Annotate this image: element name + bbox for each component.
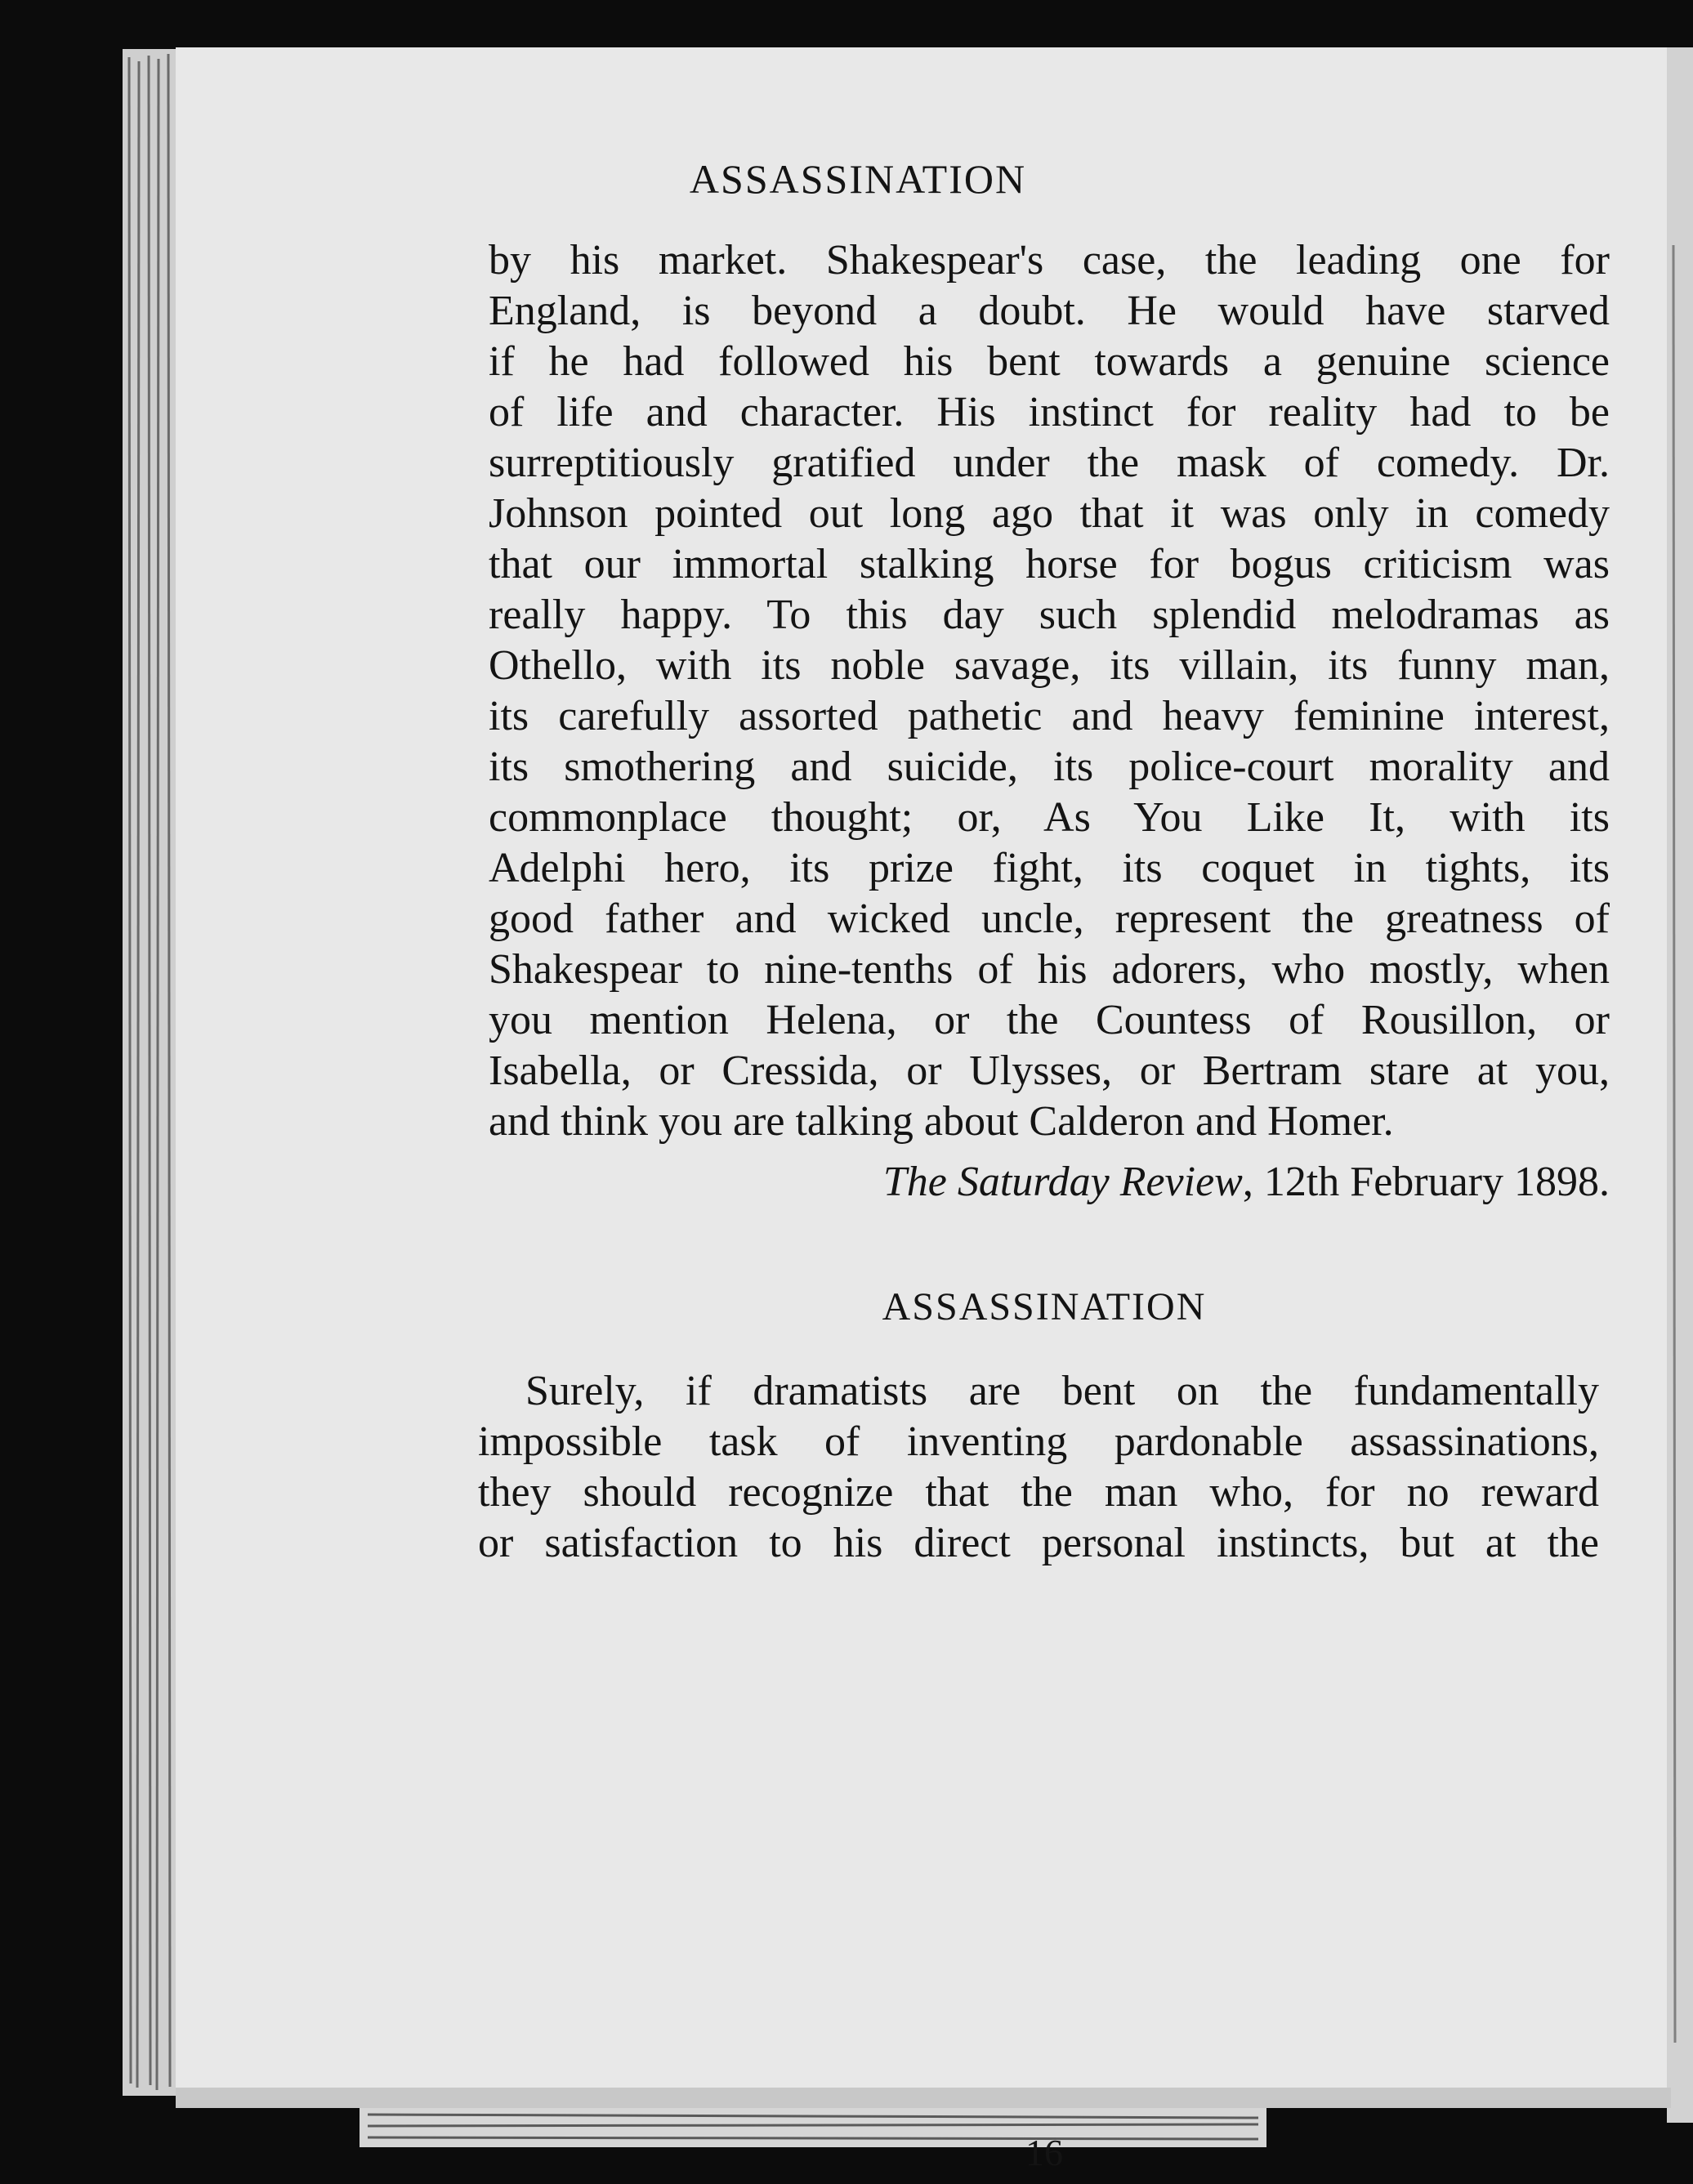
text-line: Adelphi hero, its prize fight, its coquet in tights, its [489,845,1610,891]
citation-date: , 12th February 1898. [1242,1159,1610,1205]
page-number: 16 [1025,2132,1063,2173]
section-paragraph [478,1366,1599,1569]
text-line: Johnson pointed out long ago that it was only in comedy [489,490,1610,537]
running-head: ASSASSINATION [689,156,1027,202]
text-line: Othello, with its noble savage, its villain, its funny man, [489,642,1610,689]
text-line: Surely, if dramatists are bent on the fundamentally [525,1368,1599,1414]
text-line: they should recognize that the man who, for no reward [478,1469,1599,1516]
section-heading: ASSASSINATION [882,1285,1207,1329]
text-line: you mention Helena, or the Countess of Rousillon, or [489,997,1610,1043]
text-line: Isabella, or Cressida, or Ulysses, or Bertram stare at you, [489,1047,1610,1094]
text-line: or satisfaction to his direct personal instincts, but at the [478,1520,1599,1566]
text-line: commonplace thought; or, As You Like It, with its [489,794,1610,841]
continued-paragraph [489,235,1610,1147]
text-line: surreptitiously gratified under the mask of comedy. Dr. [489,440,1610,486]
text-line: England, is beyond a doubt. He would have starved [489,288,1610,334]
text-line: of life and character. His instinct for reality had to be [489,389,1610,435]
text-line: impossible task of inventing pardonable assassinations, [478,1418,1599,1465]
text-line: by his market. Shakespear's case, the leading one for [489,237,1610,284]
text-line: good father and wicked uncle, represent the greatness of [489,895,1610,942]
text-line: if he had followed his bent towards a genuine science [489,338,1610,385]
text-line: its carefully assorted pathetic and heavy feminine interest, [489,693,1610,739]
text-line: really happy. To this day such splendid melodramas as [489,592,1610,638]
citation-publication: The Saturday Review [882,1159,1243,1205]
text-line: and think you are talking about Calderon and Homer. [489,1098,1394,1145]
source-citation [489,1157,1610,1208]
text-line: Shakespear to nine-tenths of his adorers, who mostly, when [489,946,1610,993]
text-line: its smothering and suicide, its police-court morality and [489,744,1610,790]
text-line: that our immortal stalking horse for bogus criticism was [489,541,1610,587]
